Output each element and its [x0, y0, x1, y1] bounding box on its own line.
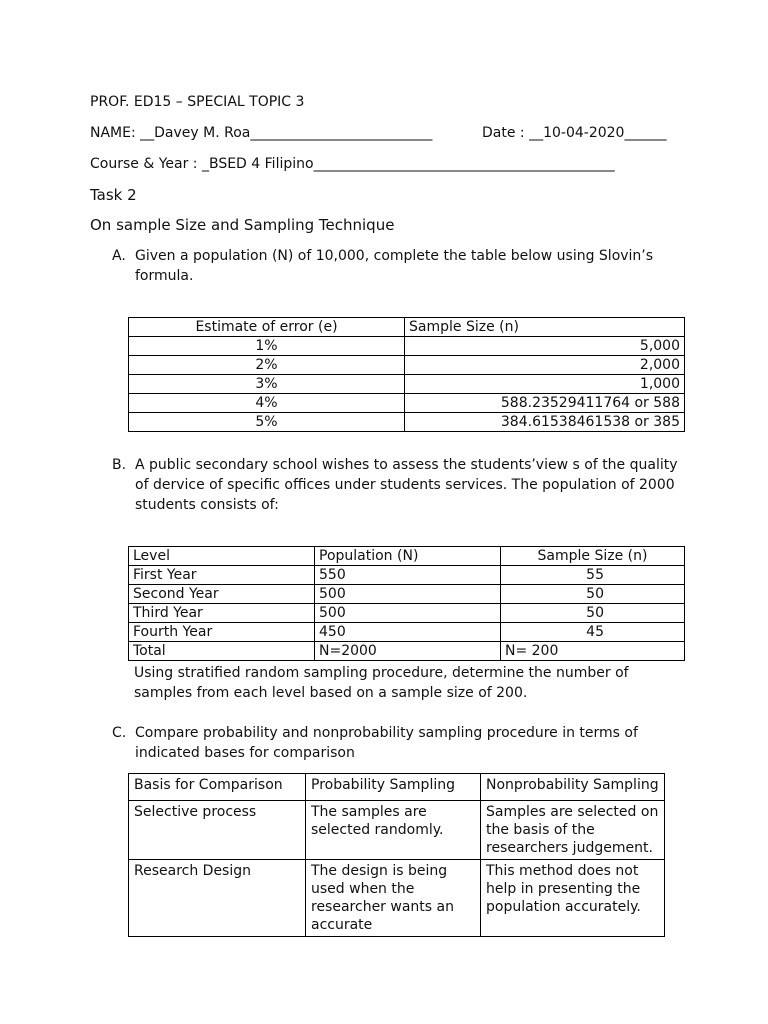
table-cell: 588.23529411764 or 588 — [405, 394, 685, 413]
name-line — [90, 125, 432, 141]
column-header: Sample Size (n) — [501, 547, 685, 566]
table-row — [129, 860, 665, 937]
table-row — [129, 585, 685, 604]
column-header: Estimate of error (e) — [129, 318, 405, 337]
task-title: Task 2 — [90, 186, 137, 204]
section-b-instruction — [112, 455, 682, 515]
table-cell: 4% — [129, 394, 405, 413]
table-cell: The samples are selected randomly. — [306, 801, 481, 860]
column-header: Population (N) — [315, 547, 501, 566]
course-label: Course & Year : — [90, 156, 198, 172]
section-a-letter: A. — [112, 248, 126, 264]
table-cell: Second Year — [129, 585, 315, 604]
table-cell: This method does not help in presenting the population accurately. — [481, 860, 665, 937]
table-cell: 1% — [129, 337, 405, 356]
section-b-note: Using stratified random sampling procedure, determine the number of samples from each level based on a sample size of 200. — [134, 665, 629, 701]
section-c-text: Compare probability and nonprobability sampling procedure in terms of indicated bases for comparison — [135, 725, 638, 761]
section-b-text: A public secondary school wishes to assess the students’view s of the quality of dervice of specific offices under students services. The population of 2000 students consists of: — [135, 457, 678, 513]
table-row — [129, 375, 685, 394]
table-cell: 500 — [315, 604, 501, 623]
table-row — [129, 413, 685, 432]
date-line — [482, 125, 666, 141]
table-header-row — [129, 774, 665, 801]
table-cell: 550 — [315, 566, 501, 585]
table-row — [129, 337, 685, 356]
name-value: __Davey M. Roa__________________________ — [140, 125, 433, 141]
table-cell: N=2000 — [315, 642, 501, 661]
table-cell: N= 200 — [501, 642, 685, 661]
table-cell: Total — [129, 642, 315, 661]
comparison-table — [128, 773, 665, 937]
table-cell: Selective process — [129, 801, 306, 860]
table-header-row — [129, 547, 685, 566]
table-cell: 2,000 — [405, 356, 685, 375]
table-cell: Fourth Year — [129, 623, 315, 642]
table-row — [129, 801, 665, 860]
column-header: Sample Size (n) — [405, 318, 685, 337]
table-cell: Research Design — [129, 860, 306, 937]
course-value: _BSED 4 Filipino___________________________________________ — [201, 156, 615, 172]
population-table — [128, 546, 685, 661]
table-cell: The design is being used when the researcher wants an accurate — [306, 860, 481, 937]
table-cell: 450 — [315, 623, 501, 642]
section-a-instruction — [112, 246, 682, 286]
column-header: Basis for Comparison — [129, 774, 306, 801]
table-cell: 50 — [501, 585, 685, 604]
section-b-letter: B. — [112, 457, 127, 473]
table-cell: 5% — [129, 413, 405, 432]
table-cell: 384.61538461538 or 385 — [405, 413, 685, 432]
course-line — [90, 156, 615, 172]
table-cell: 55 — [501, 566, 685, 585]
table-cell: 3% — [129, 375, 405, 394]
name-label: NAME: — [90, 125, 136, 141]
course-title: PROF. ED15 – SPECIAL TOPIC 3 — [90, 94, 305, 110]
table-cell: 5,000 — [405, 337, 685, 356]
table-cell: 1,000 — [405, 375, 685, 394]
slovin-table — [128, 317, 685, 432]
section-a-text: Given a population (N) of 10,000, complete the table below using Slovin’s formula. — [135, 248, 654, 284]
column-header: Probability Sampling — [306, 774, 481, 801]
table-row — [129, 356, 685, 375]
table-cell: 500 — [315, 585, 501, 604]
table-row — [129, 394, 685, 413]
column-header: Level — [129, 547, 315, 566]
table-header-row — [129, 318, 685, 337]
section-c-instruction — [112, 723, 682, 763]
table-row — [129, 604, 685, 623]
section-c-letter: C. — [112, 725, 127, 741]
table-row — [129, 642, 685, 661]
date-value: __10-04-2020______ — [529, 125, 667, 141]
table-row — [129, 566, 685, 585]
section-heading: On sample Size and Sampling Technique — [90, 216, 395, 234]
table-cell: 45 — [501, 623, 685, 642]
table-cell: First Year — [129, 566, 315, 585]
table-cell: Third Year — [129, 604, 315, 623]
table-cell: 50 — [501, 604, 685, 623]
column-header: Nonprobability Sampling — [481, 774, 665, 801]
table-cell: Samples are selected on the basis of the researchers judgement. — [481, 801, 665, 860]
table-cell: 2% — [129, 356, 405, 375]
date-label: Date : — [482, 125, 525, 141]
table-row — [129, 623, 685, 642]
